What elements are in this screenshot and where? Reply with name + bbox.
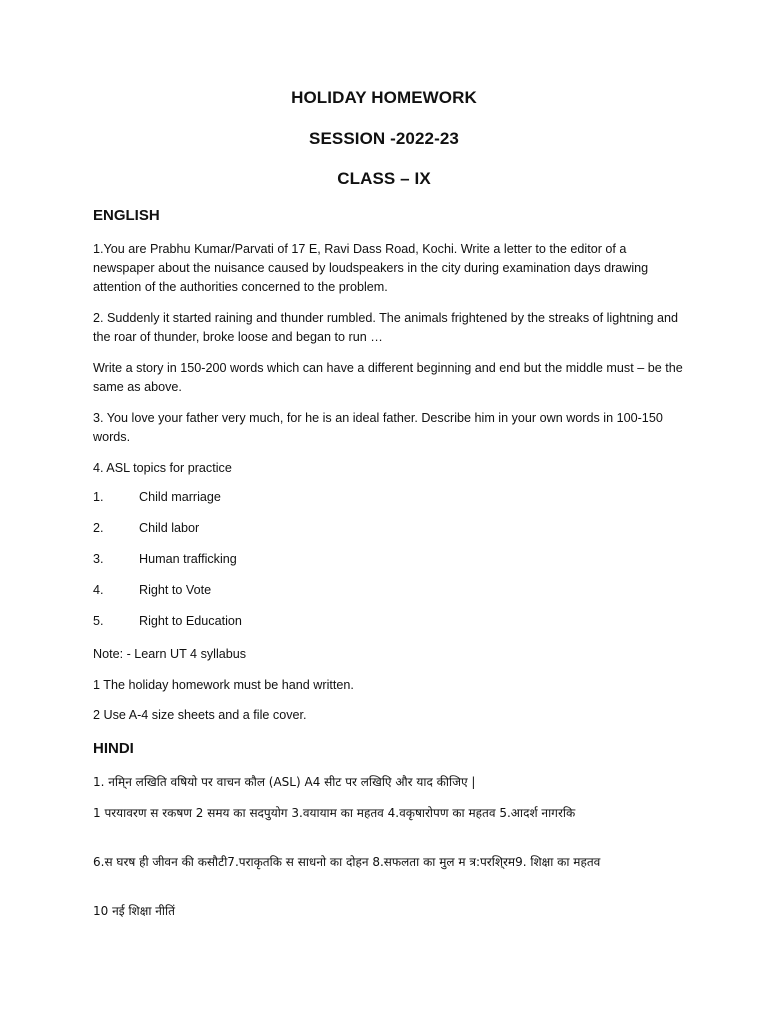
english-heading: ENGLISH xyxy=(93,207,160,224)
asl-topic-number: 1. xyxy=(93,490,104,504)
class-title: CLASS – IX xyxy=(337,169,431,188)
hindi-line-4: 10 नई शिक्षा नीतिं xyxy=(93,904,175,918)
asl-topic-text: Child labor xyxy=(139,521,200,535)
asl-topic-text: Child marriage xyxy=(139,490,221,504)
note-text: Note: - Learn UT 4 syllabus xyxy=(93,647,247,661)
session-title: SESSION -2022-23 xyxy=(309,129,459,148)
asl-topic-number: 5. xyxy=(93,614,104,628)
english-question-4: 4. ASL topics for practice xyxy=(93,461,232,475)
hindi-line-2: 1 परयावरण स रकषण 2 समय का सदपुयोग 3.वयायाम का महतव 4.वकृषारोपण का महतव 5.आदर्श नागरकि xyxy=(93,806,576,820)
document-title: HOLIDAY HOMEWORK xyxy=(291,88,477,107)
hindi-heading: HINDI xyxy=(93,740,134,757)
english-question-2-instruction: Write a story in 150-200 words which can have a different beginning and end but the middle must – be the same as above. xyxy=(93,361,683,394)
asl-topic-text: Right to Vote xyxy=(139,583,212,597)
english-question-1: 1.You are Prabhu Kumar/Parvati of 17 E, Ravi Dass Road, Kochi. Write a letter to the editor of a newspaper about the nuisance caused by loudspeakers in the city during examination days drawing attention of the authorities concerned to the problem. xyxy=(93,242,649,294)
asl-topic-text: Human trafficking xyxy=(139,552,237,566)
asl-topic-number: 4. xyxy=(93,583,104,597)
english-question-2: 2. Suddenly it started raining and thunder rumbled. The animals frightened by the streaks of lightning and the roar of thunder, broke loose and began to run … xyxy=(93,311,679,344)
english-question-3: 3. You love your father very much, for he is an ideal father. Describe him in your own words in 100-150 words. xyxy=(93,411,663,444)
asl-topic-number: 2. xyxy=(93,521,104,535)
hindi-line-1: 1. नमि्न लखिति वषियो पर वाचन कौल (ASL) A4 सीट पर लखिएि और याद कीजिए | xyxy=(93,775,476,789)
asl-topic-text: Right to Education xyxy=(139,614,242,628)
rule-1-text: 1 The holiday homework must be hand written. xyxy=(93,678,354,692)
rule-2-text: 2 Use A-4 size sheets and a file cover. xyxy=(93,708,307,722)
asl-topic-number: 3. xyxy=(93,552,104,566)
hindi-line-3: 6.स घरष ही जीवन की कसौटी7.पराकृतकि स साधनो का दोहन 8.सफलता का मुल म त्र:परशि्रम9. शिक्षा का महतव xyxy=(93,855,601,869)
